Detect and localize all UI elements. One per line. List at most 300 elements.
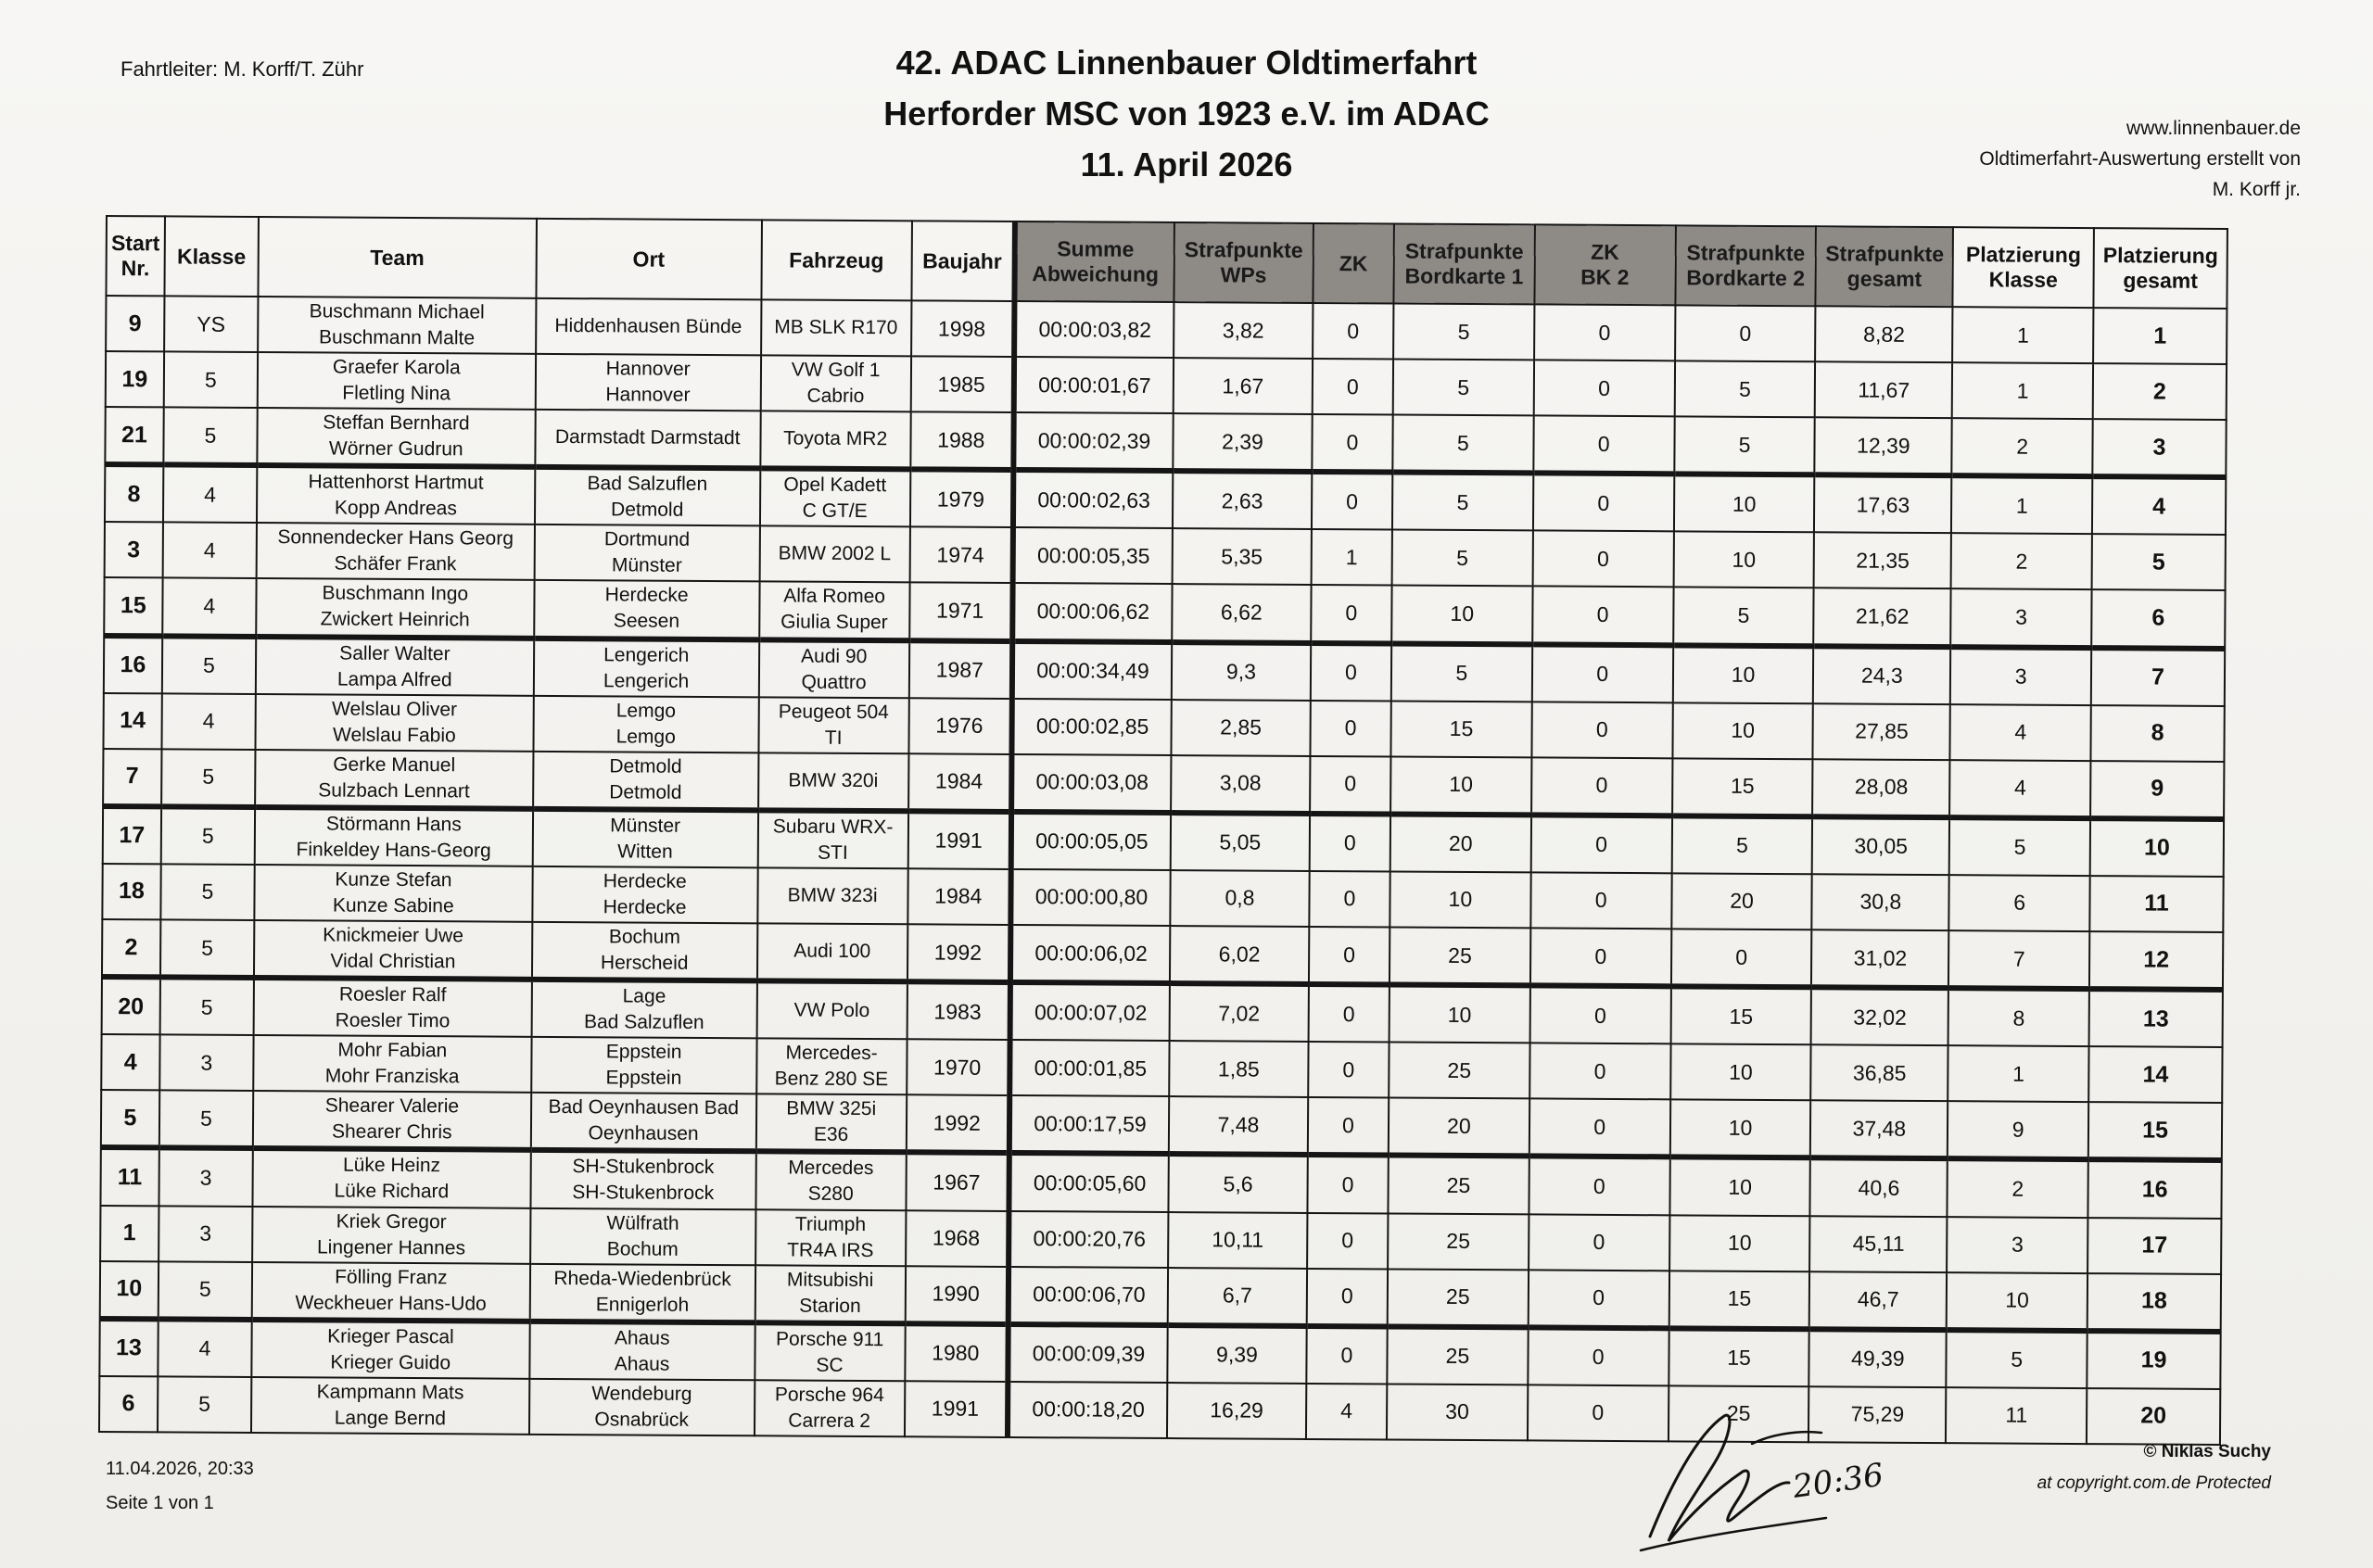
- team-cell: [254, 978, 532, 1037]
- results-table: [98, 215, 2228, 1446]
- location-line-2: Hannover: [605, 384, 691, 406]
- time-control-bk2-cell: 0: [1528, 1385, 1669, 1441]
- time-control-cell: 0: [1307, 1155, 1388, 1213]
- rank-overall-cell: 16: [2088, 1159, 2222, 1218]
- column-header-line-1: Start: [110, 231, 160, 256]
- location-line-2: Herscheid: [600, 952, 689, 974]
- class-cell: 5: [158, 1261, 252, 1320]
- signature-time: 20:36: [1790, 1456, 1886, 1506]
- penalty-total-cell: 32,02: [1811, 987, 1948, 1045]
- team-line-1: Shearer Valerie: [324, 1094, 460, 1118]
- column-header: [1174, 222, 1313, 303]
- team-line-1: Saller Walter: [339, 642, 450, 664]
- rank-overall-cell: 20: [2087, 1388, 2220, 1445]
- time-control-bk2-cell: 0: [1529, 1043, 1670, 1100]
- time-control-cell: 0: [1308, 984, 1389, 1043]
- team-cell: [258, 352, 536, 410]
- penalty-board-card-2-cell: 0: [1671, 929, 1812, 987]
- team-cell: [254, 865, 532, 922]
- team-line-2: Lampa Alfred: [336, 668, 452, 690]
- vehicle-cell: [760, 411, 910, 469]
- team-cell: [255, 750, 533, 809]
- team-line-1: Buschmann Michael: [309, 300, 485, 323]
- class-cell: 5: [161, 749, 256, 807]
- deviation-sum-cell: 00:00:02,85: [1011, 699, 1171, 755]
- location-line-1: Herdecke: [604, 584, 689, 607]
- team-line-1: Krieger Pascal: [327, 1325, 454, 1348]
- penalty-board-card-1-cell: 25: [1387, 1326, 1528, 1385]
- penalty-wps-cell: 5,6: [1168, 1154, 1307, 1212]
- time-control-bk2-cell: 0: [1529, 1214, 1669, 1271]
- location-line-2: Bochum: [606, 1237, 679, 1260]
- penalty-board-card-2-cell: 10: [1672, 702, 1813, 759]
- rank-class-cell: 9: [1948, 1101, 2088, 1159]
- column-header: [1393, 223, 1534, 304]
- build-year-cell: 1980: [905, 1323, 1009, 1382]
- penalty-wps-cell: 5,35: [1173, 528, 1312, 585]
- deviation-sum-cell: 00:00:03,82: [1014, 301, 1174, 358]
- location-cell: [532, 922, 757, 981]
- penalty-total-cell: 31,02: [1811, 929, 1948, 988]
- column-header-line-2: gesamt: [1846, 266, 1923, 291]
- team-cell: [252, 1148, 530, 1208]
- team-line-2: Fletling Nina: [342, 382, 451, 405]
- time-control-cell: 0: [1308, 1042, 1389, 1098]
- penalty-total-cell: 36,85: [1811, 1044, 1948, 1101]
- vehicle-cell: [755, 1265, 905, 1323]
- start-number-cell: 5: [101, 1090, 159, 1148]
- class-cell: 5: [160, 806, 255, 865]
- vehicle-cell: [756, 980, 907, 1039]
- vehicle-line-1: Triumph: [794, 1213, 867, 1235]
- penalty-board-card-2-cell: 10: [1670, 1044, 1811, 1101]
- penalty-board-card-1-cell: 15: [1390, 701, 1531, 757]
- start-number-cell: 11: [100, 1147, 159, 1206]
- column-header-line-2: Klasse: [1988, 267, 2058, 292]
- start-number-cell: 17: [103, 806, 161, 865]
- class-cell: 3: [159, 1206, 253, 1262]
- column-header-line-1: Baujahr: [922, 247, 1002, 273]
- rank-class-cell: 1: [1951, 475, 2092, 534]
- start-number-cell: 13: [99, 1319, 158, 1377]
- time-control-bk2-cell: 0: [1531, 702, 1672, 758]
- location-cell: [531, 980, 756, 1039]
- column-header-line-1: Klasse: [176, 243, 247, 269]
- class-cell: 5: [160, 864, 255, 920]
- location-line-2: Seesen: [613, 610, 680, 633]
- penalty-board-card-1-cell: 25: [1388, 1269, 1529, 1327]
- vehicle-line-1: BMW 320i: [788, 769, 879, 791]
- deviation-sum-cell: 00:00:05,35: [1013, 527, 1173, 584]
- rank-class-cell: 8: [1948, 988, 2089, 1046]
- class-cell: 4: [163, 465, 258, 524]
- penalty-wps-cell: 1,67: [1174, 358, 1313, 414]
- deviation-sum-cell: 00:00:05,05: [1011, 812, 1171, 870]
- copyright: [2037, 1436, 2271, 1499]
- team-line-2: Vidal Christian: [330, 950, 456, 973]
- start-number-cell: 14: [103, 693, 161, 749]
- vehicle-line-1: Audi 100: [793, 940, 871, 963]
- build-year-cell: 1974: [909, 527, 1013, 584]
- rank-class-cell: 5: [1947, 1330, 2087, 1388]
- team-cell: [251, 1377, 529, 1435]
- column-header: [164, 216, 259, 297]
- rank-overall-cell: 1: [2093, 308, 2227, 364]
- location-line-2: Witten: [617, 841, 673, 863]
- penalty-board-card-2-cell: 5: [1673, 588, 1814, 646]
- column-header-line-2: Nr.: [121, 256, 150, 281]
- location-cell: [529, 1379, 755, 1436]
- column-header: [258, 217, 536, 298]
- class-cell: YS: [164, 296, 259, 352]
- deviation-sum-cell: 00:00:18,20: [1008, 1382, 1167, 1438]
- location-line-1: SH-Stukenbrock: [572, 1156, 715, 1179]
- column-header-line-2: WPs: [1220, 262, 1267, 287]
- location-line-2: Münster: [611, 554, 682, 577]
- team-cell: [255, 694, 533, 752]
- vehicle-cell: [761, 299, 911, 356]
- vehicle-line-2: E36: [813, 1124, 849, 1146]
- signature: [1613, 1379, 1891, 1564]
- team-line-2: Roesler Timo: [335, 1009, 450, 1032]
- location-cell: [531, 1037, 756, 1094]
- class-cell: 5: [163, 407, 258, 465]
- column-header-line-1: Strafpunkte: [1686, 240, 1806, 266]
- rank-class-cell: 7: [1948, 930, 2089, 989]
- penalty-wps-cell: 0,8: [1170, 870, 1309, 927]
- location-cell: [530, 1093, 755, 1152]
- rank-overall-cell: 15: [2088, 1102, 2222, 1160]
- vehicle-line-2: Carrera 2: [788, 1410, 871, 1432]
- team-line-2: Wörner Gudrun: [328, 437, 463, 461]
- penalty-board-card-1-cell: 25: [1388, 1156, 1529, 1214]
- credit-line-2: M. Korff jr.: [2212, 179, 2301, 200]
- team-cell: [252, 1207, 530, 1264]
- penalty-total-cell: 24,3: [1813, 646, 1950, 704]
- team-line-1: Lüke Heinz: [342, 1155, 441, 1177]
- column-header-line-2: Abweichung: [1032, 261, 1160, 286]
- penalty-wps-cell: 10,11: [1168, 1212, 1307, 1269]
- vehicle-cell: [757, 923, 907, 981]
- rank-class-cell: 3: [1950, 589, 2091, 648]
- class-cell: 5: [162, 636, 257, 694]
- time-control-cell: 0: [1307, 1212, 1388, 1269]
- penalty-board-card-1-cell: 5: [1393, 360, 1534, 416]
- location-line-2: SH-Stukenbrock: [572, 1182, 715, 1205]
- vehicle-cell: [755, 1094, 906, 1153]
- location-cell: [530, 1150, 755, 1209]
- location-line-1: Hannover: [605, 358, 691, 380]
- build-year-cell: 1998: [911, 300, 1015, 357]
- location-cell: [530, 1208, 755, 1265]
- rank-class-cell: 10: [1947, 1272, 2087, 1331]
- penalty-board-card-2-cell: 15: [1669, 1328, 1809, 1386]
- time-control-cell: 0: [1310, 756, 1390, 815]
- class-cell: 4: [158, 1319, 252, 1377]
- vehicle-line-1: VW Polo: [793, 999, 870, 1022]
- location-cell: [533, 752, 758, 811]
- team-cell: [254, 920, 532, 980]
- penalty-total-cell: 8,82: [1816, 306, 1953, 362]
- team-cell: [255, 807, 533, 866]
- deviation-sum-cell: 00:00:01,85: [1009, 1040, 1169, 1096]
- vehicle-cell: [759, 526, 909, 583]
- deviation-sum-cell: 00:00:00,80: [1010, 869, 1170, 926]
- vehicle-line-1: Mercedes-: [785, 1042, 878, 1065]
- penalty-total-cell: 75,29: [1808, 1386, 1946, 1443]
- penalty-board-card-2-cell: 15: [1670, 986, 1811, 1044]
- credits: [1979, 113, 2301, 205]
- vehicle-cell: [755, 1152, 906, 1210]
- start-number-cell: 18: [102, 864, 160, 919]
- deviation-sum-cell: 00:00:05,60: [1009, 1153, 1168, 1211]
- rank-overall-cell: 14: [2088, 1046, 2222, 1103]
- rank-overall-cell: 17: [2087, 1218, 2221, 1274]
- column-header-line-1: Strafpunkte: [1825, 241, 1945, 267]
- penalty-total-cell: 40,6: [1810, 1158, 1948, 1217]
- vehicle-line-1: BMW 325i: [786, 1097, 877, 1120]
- location-line-1: Lengerich: [603, 643, 690, 666]
- time-control-bk2-cell: 0: [1529, 1157, 1669, 1215]
- build-year-cell: 1967: [906, 1153, 1009, 1211]
- time-control-cell: 0: [1311, 642, 1391, 701]
- race-director: Fahrtleiter: M. Korff/T. Zühr: [121, 57, 364, 81]
- deviation-sum-cell: 00:00:06,02: [1010, 925, 1170, 983]
- penalty-board-card-2-cell: 5: [1674, 360, 1815, 417]
- column-header-line-1: ZK: [1339, 250, 1368, 275]
- vehicle-line-2: C GT/E: [802, 499, 868, 523]
- penalty-board-card-2-cell: 10: [1673, 532, 1814, 588]
- location-line-1: Hiddenhausen Bünde: [554, 314, 742, 338]
- location-line-2: Osnabrück: [594, 1409, 690, 1431]
- location-cell: [533, 695, 758, 752]
- team-line-2: Lange Bernd: [334, 1407, 447, 1430]
- team-line-2: Kunze Sabine: [332, 894, 454, 917]
- vehicle-line-1: Mitsubishi: [786, 1269, 874, 1291]
- location-line-2: Detmold: [611, 499, 684, 522]
- penalty-total-cell: 46,7: [1809, 1271, 1947, 1330]
- penalty-board-card-2-cell: 5: [1671, 816, 1812, 874]
- print-info: [106, 1452, 254, 1521]
- location-line-1: Wendeburg: [591, 1383, 692, 1405]
- rank-class-cell: 3: [1947, 1217, 2087, 1273]
- vehicle-line-1: BMW 2002 L: [778, 542, 892, 565]
- penalty-board-card-1-cell: 25: [1388, 1213, 1529, 1270]
- time-control-bk2-cell: 0: [1533, 416, 1674, 474]
- penalty-board-card-1-cell: 25: [1390, 927, 1530, 985]
- rank-overall-cell: 3: [2092, 419, 2226, 477]
- location-line-1: Herdecke: [603, 870, 687, 892]
- rank-class-cell: 2: [1951, 534, 2092, 590]
- class-cell: 4: [161, 693, 256, 750]
- deviation-sum-cell: 00:00:01,67: [1014, 357, 1174, 413]
- vehicle-cell: [760, 355, 910, 411]
- column-header-line-1: Platzierung: [2102, 243, 2218, 268]
- column-header: [1675, 225, 1816, 306]
- location-line-1: Münster: [610, 815, 681, 837]
- column-header-line-1: Summe: [1057, 236, 1135, 261]
- location-line-2: Bad Salzuflen: [583, 1011, 704, 1034]
- column-header: [911, 221, 1015, 301]
- penalty-board-card-1-cell: 5: [1392, 473, 1533, 531]
- location-line-2: Lengerich: [603, 669, 690, 692]
- penalty-board-card-2-cell: 15: [1669, 1271, 1809, 1329]
- class-cell: 5: [158, 1376, 252, 1433]
- location-line-1: Bochum: [608, 926, 680, 948]
- team-cell: [253, 1091, 531, 1150]
- build-year-cell: 1984: [908, 753, 1012, 812]
- penalty-total-cell: 21,35: [1814, 533, 1951, 589]
- rank-overall-cell: 11: [2089, 876, 2223, 932]
- location-cell: [534, 525, 759, 582]
- location-line-2: Ahaus: [614, 1353, 670, 1375]
- penalty-total-cell: 21,62: [1814, 588, 1951, 647]
- location-cell: [535, 410, 760, 469]
- rank-overall-cell: 8: [2091, 705, 2225, 762]
- vehicle-cell: [758, 639, 908, 698]
- vehicle-line-1: Subaru WRX-: [772, 816, 894, 839]
- rank-overall-cell: 7: [2091, 648, 2225, 706]
- team-line-2: Kopp Andreas: [334, 497, 457, 520]
- time-control-cell: 0: [1312, 472, 1392, 530]
- vehicle-cell: [757, 810, 907, 868]
- vehicle-cell: [756, 1039, 907, 1095]
- penalty-wps-cell: 5,05: [1171, 813, 1310, 871]
- class-cell: 5: [160, 919, 255, 978]
- start-number-cell: 15: [104, 577, 162, 636]
- time-control-cell: 0: [1309, 871, 1390, 928]
- penalty-total-cell: 28,08: [1813, 759, 1950, 817]
- time-control-bk2-cell: 0: [1530, 928, 1671, 986]
- vehicle-cell: [755, 1380, 905, 1436]
- class-cell: 5: [159, 1091, 254, 1149]
- team-line-1: Fölling Franz: [335, 1266, 448, 1288]
- start-number-cell: 2: [102, 919, 160, 978]
- start-number-cell: 7: [103, 749, 161, 807]
- column-header: [1816, 226, 1953, 307]
- time-control-bk2-cell: 0: [1529, 1099, 1670, 1157]
- rank-overall-cell: 18: [2087, 1273, 2221, 1332]
- location-cell: [534, 580, 759, 639]
- rank-class-cell: 6: [1949, 875, 2090, 931]
- time-control-bk2-cell: 0: [1534, 304, 1675, 360]
- team-line-2: Buschmann Malte: [318, 326, 476, 349]
- team-line-2: Lüke Richard: [334, 1180, 450, 1203]
- column-header-line-2: gesamt: [2123, 268, 2199, 293]
- team-line-2: Shearer Chris: [331, 1120, 452, 1144]
- team-cell: [258, 297, 536, 354]
- class-cell: 3: [159, 1148, 253, 1207]
- rank-overall-cell: 6: [2091, 589, 2225, 648]
- time-control-cell: 1: [1311, 529, 1391, 586]
- rank-class-cell: 11: [1946, 1387, 2087, 1444]
- vehicle-line-2: Starion: [799, 1295, 861, 1317]
- penalty-wps-cell: 2,63: [1173, 471, 1312, 529]
- time-control-bk2-cell: 0: [1530, 872, 1671, 929]
- team-line-1: Störmann Hans: [325, 813, 462, 836]
- penalty-board-card-1-cell: 5: [1391, 643, 1532, 702]
- rank-class-cell: 1: [1952, 307, 2093, 363]
- penalty-total-cell: 30,05: [1812, 816, 1949, 875]
- build-year-cell: 1991: [905, 1381, 1009, 1437]
- vehicle-cell: [755, 1209, 906, 1266]
- column-header: [536, 219, 761, 299]
- vehicle-cell: [758, 752, 908, 811]
- vehicle-line-2: Cabrio: [806, 385, 865, 408]
- time-control-cell: 0: [1310, 814, 1390, 872]
- location-line-1: Lage: [622, 985, 666, 1007]
- class-cell: 4: [162, 578, 257, 637]
- column-header: [1953, 227, 2094, 308]
- team-line-1: Hattenhorst Hartmut: [308, 471, 484, 494]
- rank-overall-cell: 4: [2092, 476, 2226, 535]
- penalty-wps-cell: 6,7: [1168, 1268, 1307, 1326]
- penalty-board-card-1-cell: 30: [1387, 1384, 1528, 1440]
- column-header-line-2: BK 2: [1580, 264, 1630, 290]
- vehicle-line-2: TI: [824, 727, 843, 749]
- build-year-cell: 1987: [908, 640, 1012, 699]
- column-header-line-1: Ort: [632, 246, 666, 272]
- team-cell: [257, 408, 535, 467]
- time-control-cell: 0: [1310, 701, 1390, 757]
- location-line-2: Ennigerloh: [595, 1293, 690, 1316]
- column-header: [106, 216, 164, 296]
- rank-overall-cell: 9: [2090, 761, 2224, 819]
- location-line-1: Detmold: [609, 755, 682, 778]
- column-header-line-1: Strafpunkte: [1184, 237, 1303, 262]
- team-cell: [257, 465, 535, 525]
- team-line-2: Lingener Hannes: [316, 1235, 466, 1258]
- penalty-board-card-2-cell: 25: [1669, 1385, 1809, 1442]
- vehicle-line-2: SC: [816, 1354, 844, 1376]
- team-line-1: Buschmann Ingo: [322, 582, 469, 605]
- column-header-line-1: ZK: [1591, 239, 1619, 264]
- team-line-2: Finkeldey Hans-Georg: [296, 839, 491, 862]
- title-line-1: 42. ADAC Linnenbauer Oldtimerfahrt: [895, 44, 1478, 82]
- time-control-bk2-cell: 0: [1528, 1327, 1669, 1385]
- penalty-board-card-1-cell: 20: [1389, 1098, 1529, 1157]
- vehicle-line-2: Benz 280 SE: [774, 1068, 889, 1091]
- table-body: [99, 296, 2227, 1445]
- class-cell: 3: [159, 1035, 254, 1092]
- build-year-cell: 1992: [907, 924, 1011, 982]
- start-number-cell: 3: [105, 522, 163, 577]
- penalty-board-card-1-cell: 10: [1390, 756, 1531, 815]
- build-year-cell: 1968: [906, 1210, 1009, 1267]
- location-cell: [529, 1263, 755, 1322]
- penalty-board-card-2-cell: 5: [1674, 416, 1815, 474]
- rank-class-cell: 4: [1950, 704, 2091, 761]
- class-cell: 4: [162, 523, 257, 579]
- penalty-wps-cell: 6,02: [1170, 926, 1309, 984]
- start-number-cell: 20: [102, 977, 160, 1035]
- start-number-cell: 8: [105, 464, 163, 523]
- build-year-cell: 1992: [906, 1095, 1009, 1154]
- team-line-2: Zwickert Heinrich: [320, 608, 470, 631]
- location-line-1: Darmstadt Darmstadt: [554, 426, 741, 449]
- time-control-bk2-cell: 0: [1533, 360, 1674, 416]
- vehicle-line-2: Giulia Super: [780, 611, 888, 634]
- team-line-1: Graefer Karola: [332, 356, 461, 379]
- time-control-bk2-cell: 0: [1530, 815, 1671, 873]
- rank-overall-cell: 5: [2092, 534, 2226, 590]
- title-line-3: 11. April 2026: [1080, 145, 1293, 183]
- build-year-cell: 1984: [907, 868, 1011, 925]
- penalty-board-card-2-cell: 10: [1669, 1215, 1810, 1271]
- deviation-sum-cell: 00:00:02,63: [1013, 470, 1173, 528]
- deviation-sum-cell: 00:00:34,49: [1012, 640, 1172, 699]
- deviation-sum-cell: 00:00:06,62: [1012, 583, 1172, 641]
